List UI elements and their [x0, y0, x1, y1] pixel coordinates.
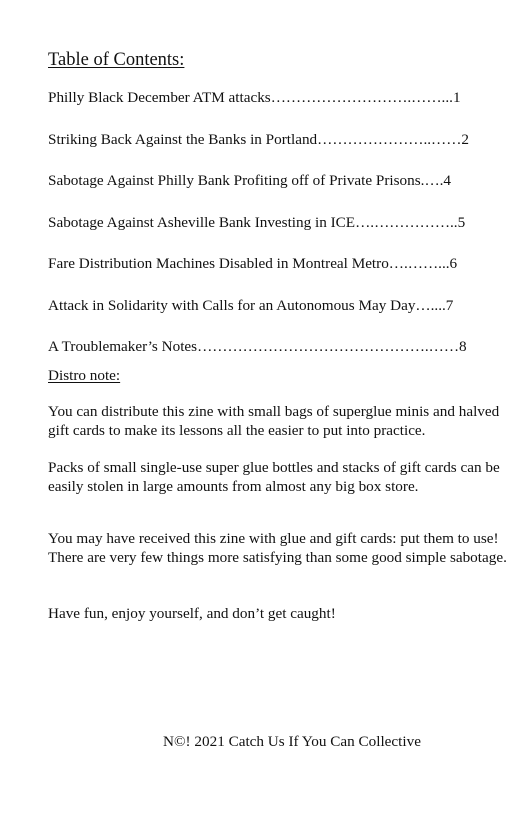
distro-note-heading: Distro note:: [48, 367, 121, 384]
toc-entry: Attack in Solidarity with Calls for an Autonomous May Day…....7: [48, 296, 454, 314]
toc-entry: Philly Black December ATM attacks……………………….……...1: [48, 89, 461, 106]
distro-paragraph: Have fun, enjoy yourself, and don’t get caught!: [48, 605, 336, 622]
toc-entry: Striking Back Against the Banks in Portland…………………..……2: [48, 130, 470, 148]
distro-paragraph: Packs of small single-use super glue bottles and stacks of gift cards can be easily stolen in large amounts from almost any big box store.: [48, 459, 500, 495]
toc-list: [48, 88, 478, 379]
toc-heading: Table of Contents:: [48, 50, 185, 70]
document-page: [48, 0, 508, 816]
toc-entry: Sabotage Against Philly Bank Profiting off of Private Prisons.….4: [48, 172, 452, 189]
distro-paragraph: You can distribute this zine with small bags of superglue minis and halved gift cards to make its lessons all the easier to put into practice.: [48, 403, 500, 439]
toc-entry: A Troublemaker’s Notes……………………………………….……8: [48, 338, 467, 355]
distro-paragraph: You may have received this zine with glue and gift cards: put them to use! There are very few things more satisfying than some good simple sabotage.: [48, 530, 507, 566]
toc-entry: Sabotage Against Asheville Bank Investing in ICE….……………..5: [48, 213, 466, 231]
footer-credit: N©! 2021 Catch Us If You Can Collective: [163, 733, 421, 750]
toc-entry: Fare Distribution Machines Disabled in Montreal Metro….……...6: [48, 255, 458, 272]
